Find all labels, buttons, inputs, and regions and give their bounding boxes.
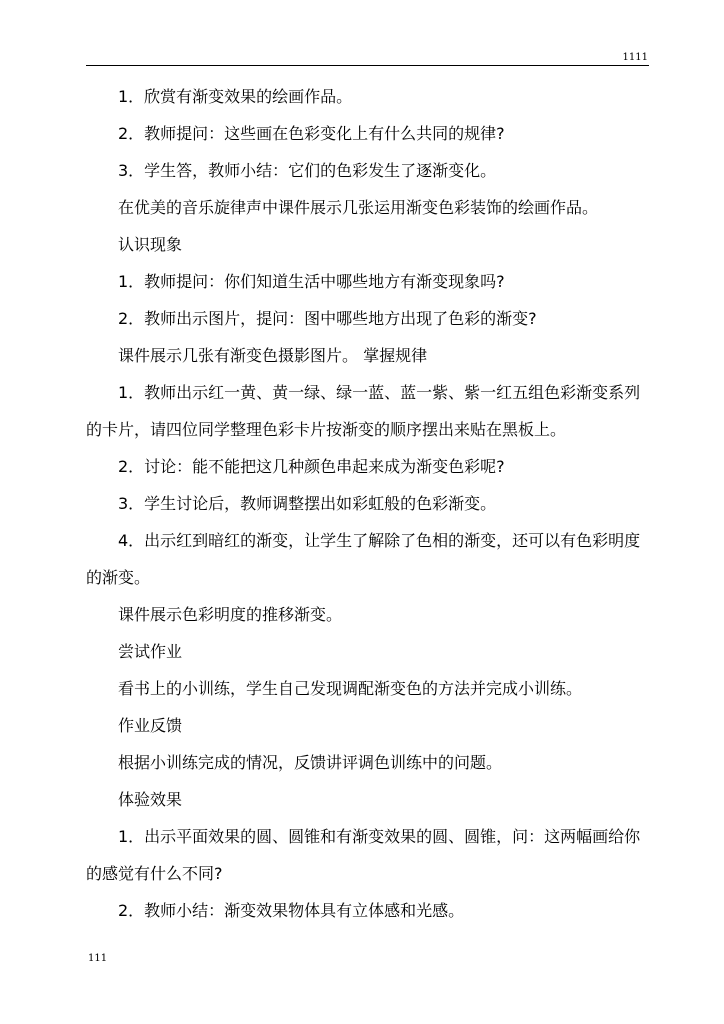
header-rule — [86, 65, 649, 66]
paragraph: 课件展示色彩明度的推移渐变。 — [118, 605, 343, 624]
paragraph: 2．教师提问：这些画在色彩变化上有什么共同的规律? — [118, 124, 505, 143]
paragraph: 课件展示几张有渐变色摄影图片。 掌握规律 — [118, 346, 428, 365]
paragraph: 2．教师小结：渐变效果物体具有立体感和光感。 — [118, 901, 465, 920]
paragraph: 1．教师提问：你们知道生活中哪些地方有渐变现象吗? — [118, 272, 505, 291]
paragraph: 1．出示平面效果的圆、圆锥和有渐变效果的圆、圆锥，问：这两幅画给你的感觉有什么不同? — [86, 827, 641, 883]
paragraph: 1．教师出示红一黄、黄一绿、绿一蓝、蓝一紫、紫一红五组色彩渐变系列的卡片，请四位同学整理色彩卡片按渐变的顺序摆出来贴在黑板上。 — [86, 383, 641, 439]
section-heading: 作业反馈 — [118, 716, 183, 735]
section-heading: 认识现象 — [118, 235, 183, 254]
paragraph: 看书上的小训练，学生自己发现调配渐变色的方法并完成小训练。 — [118, 679, 583, 698]
paragraph: 2．讨论：能不能把这几种颜色串起来成为渐变色彩呢? — [118, 457, 505, 476]
paragraph: 2．教师出示图片，提问：图中哪些地方出现了色彩的渐变? — [118, 309, 537, 328]
paragraph: 4．出示红到暗红的渐变，让学生了解除了色相的渐变，还可以有色彩明度的渐变。 — [86, 531, 641, 587]
paragraph: 根据小训练完成的情况，反馈讲评调色训练中的问题。 — [118, 753, 503, 772]
footer-page-number: 111 — [88, 953, 108, 964]
section-heading: 尝试作业 — [118, 642, 183, 661]
paragraph: 3．学生答，教师小结：它们的色彩发生了逐渐变化。 — [118, 161, 497, 180]
paragraph: 在优美的音乐旋律声中课件展示几张运用渐变色彩装饰的绘画作品。 — [118, 198, 599, 217]
section-heading: 体验效果 — [118, 790, 183, 809]
paragraph: 3．学生讨论后，教师调整摆出如彩虹般的色彩渐变。 — [118, 494, 497, 513]
paragraph: 1．欣赏有渐变效果的绘画作品。 — [118, 87, 353, 106]
header-page-number: 1111 — [622, 52, 648, 63]
document-body — [86, 78, 652, 929]
